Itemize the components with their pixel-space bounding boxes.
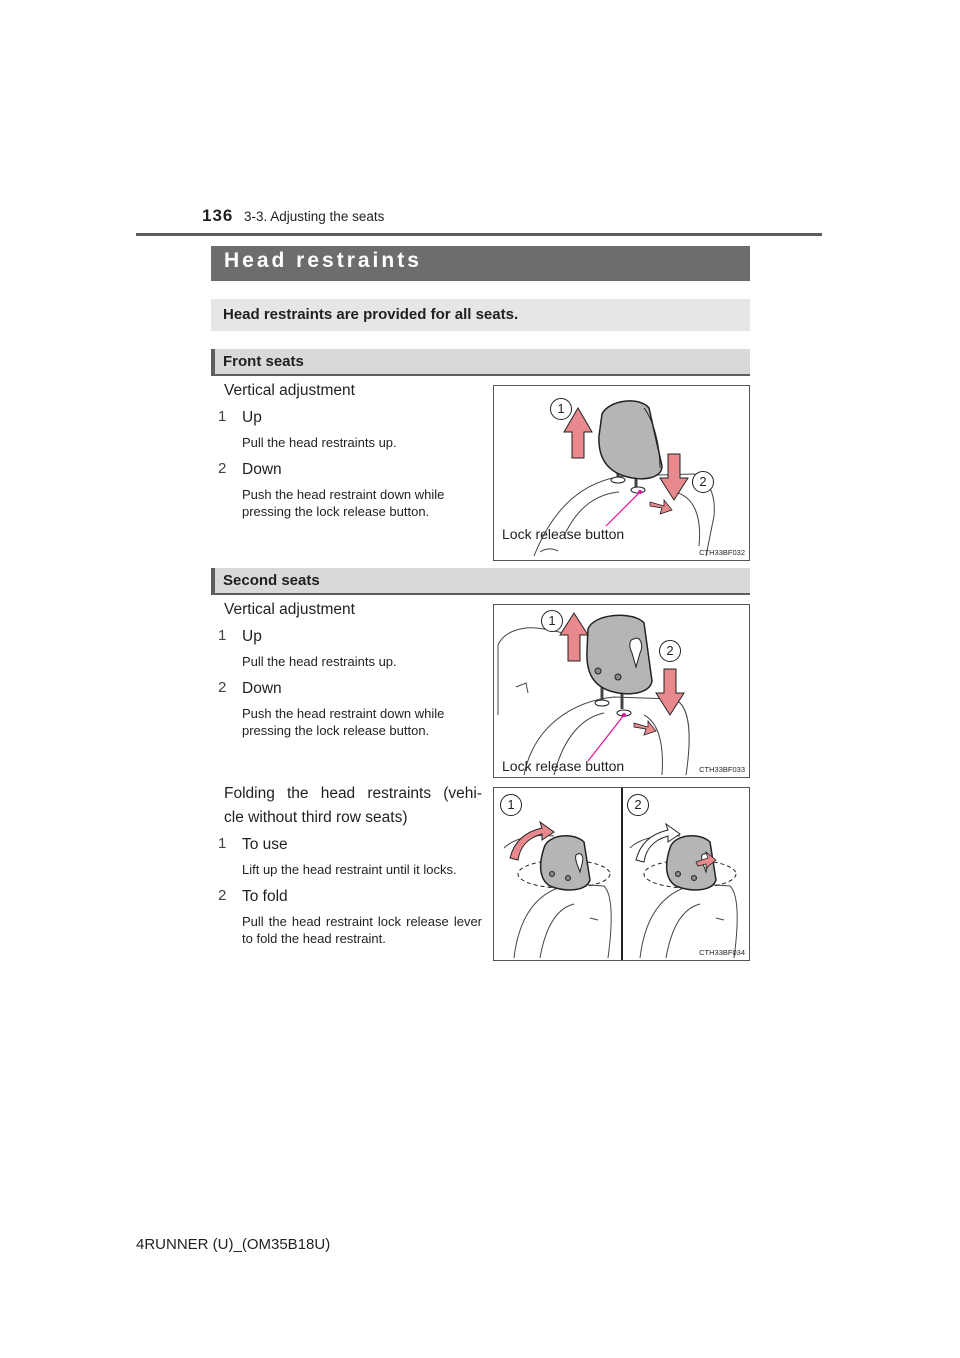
step-number: 2 — [218, 679, 227, 696]
block-title: Vertical adjustment — [224, 382, 355, 399]
front-seats-instructions — [218, 379, 482, 524]
lock-release-button-label: Lock release button — [502, 526, 625, 542]
step-to-use — [218, 835, 482, 882]
front-seat-figure — [493, 385, 750, 561]
section-heading-front-seats — [211, 349, 750, 376]
step-description: Pull the head restraints up. — [242, 435, 397, 450]
folding-illustration — [494, 788, 750, 961]
step-down — [218, 460, 482, 524]
step-label: To fold — [242, 888, 288, 905]
step-label: Up — [242, 409, 262, 426]
figure-callout-1: 1 — [550, 398, 572, 420]
page-title-bar — [211, 246, 750, 281]
intro-text: Head restraints are provided for all seats. — [223, 306, 519, 323]
block-title-line-2: cle without third row seats) — [224, 809, 408, 826]
step-description: Pull the head restraint lock release lever to fold the head restraint. — [242, 914, 482, 946]
figure-code: CTH33BF034 — [699, 948, 745, 957]
step-label: To use — [242, 836, 288, 853]
section-heading-label: Second seats — [223, 572, 320, 589]
block-title: Vertical adjustment — [224, 601, 355, 618]
step-number: 1 — [218, 627, 227, 644]
step-to-fold — [218, 887, 482, 951]
figure-callout-2: 2 — [627, 794, 649, 816]
second-seats-instructions — [218, 598, 482, 743]
step-number: 2 — [218, 887, 227, 904]
section-heading-second-seats — [211, 568, 750, 595]
step-description: Push the head restraint down while pressing the lock release button. — [242, 706, 445, 738]
lock-release-button-label: Lock release button — [502, 758, 625, 774]
intro-box — [211, 299, 750, 331]
figure-callout-1: 1 — [500, 794, 522, 816]
folding-figure — [493, 787, 750, 961]
header-rule — [136, 233, 822, 236]
page-number: 136 — [202, 206, 234, 225]
folding-instructions — [218, 782, 482, 951]
footer-model-code: 4RUNNER (U)_(OM35B18U) — [136, 1236, 331, 1253]
step-label: Up — [242, 628, 262, 645]
figure-code: CTH33BF032 — [699, 548, 745, 557]
second-seat-figure — [493, 604, 750, 778]
page-title: Head restraints — [224, 249, 422, 272]
section-heading-label: Front seats — [223, 353, 304, 370]
step-label: Down — [242, 680, 282, 697]
step-number: 1 — [218, 835, 227, 852]
step-number: 2 — [218, 460, 227, 477]
block-title-line-1: Folding the head restraints (vehi- — [224, 785, 482, 802]
block-title — [224, 782, 482, 830]
figure-callout-2: 2 — [659, 640, 681, 662]
step-description: Lift up the head restraint until it locks. — [242, 862, 457, 877]
step-up — [218, 408, 482, 455]
figure-callout-2: 2 — [692, 471, 714, 493]
step-number: 1 — [218, 408, 227, 425]
step-down — [218, 679, 482, 743]
figure-callout-1: 1 — [541, 610, 563, 632]
step-up — [218, 627, 482, 674]
step-label: Down — [242, 461, 282, 478]
step-description: Pull the head restraints up. — [242, 654, 397, 669]
second-seat-illustration — [494, 605, 750, 778]
figure-code: CTH33BF033 — [699, 765, 745, 774]
step-description: Push the head restraint down while pressing the lock release button. — [242, 487, 445, 519]
section-reference: 3-3. Adjusting the seats — [244, 209, 385, 224]
